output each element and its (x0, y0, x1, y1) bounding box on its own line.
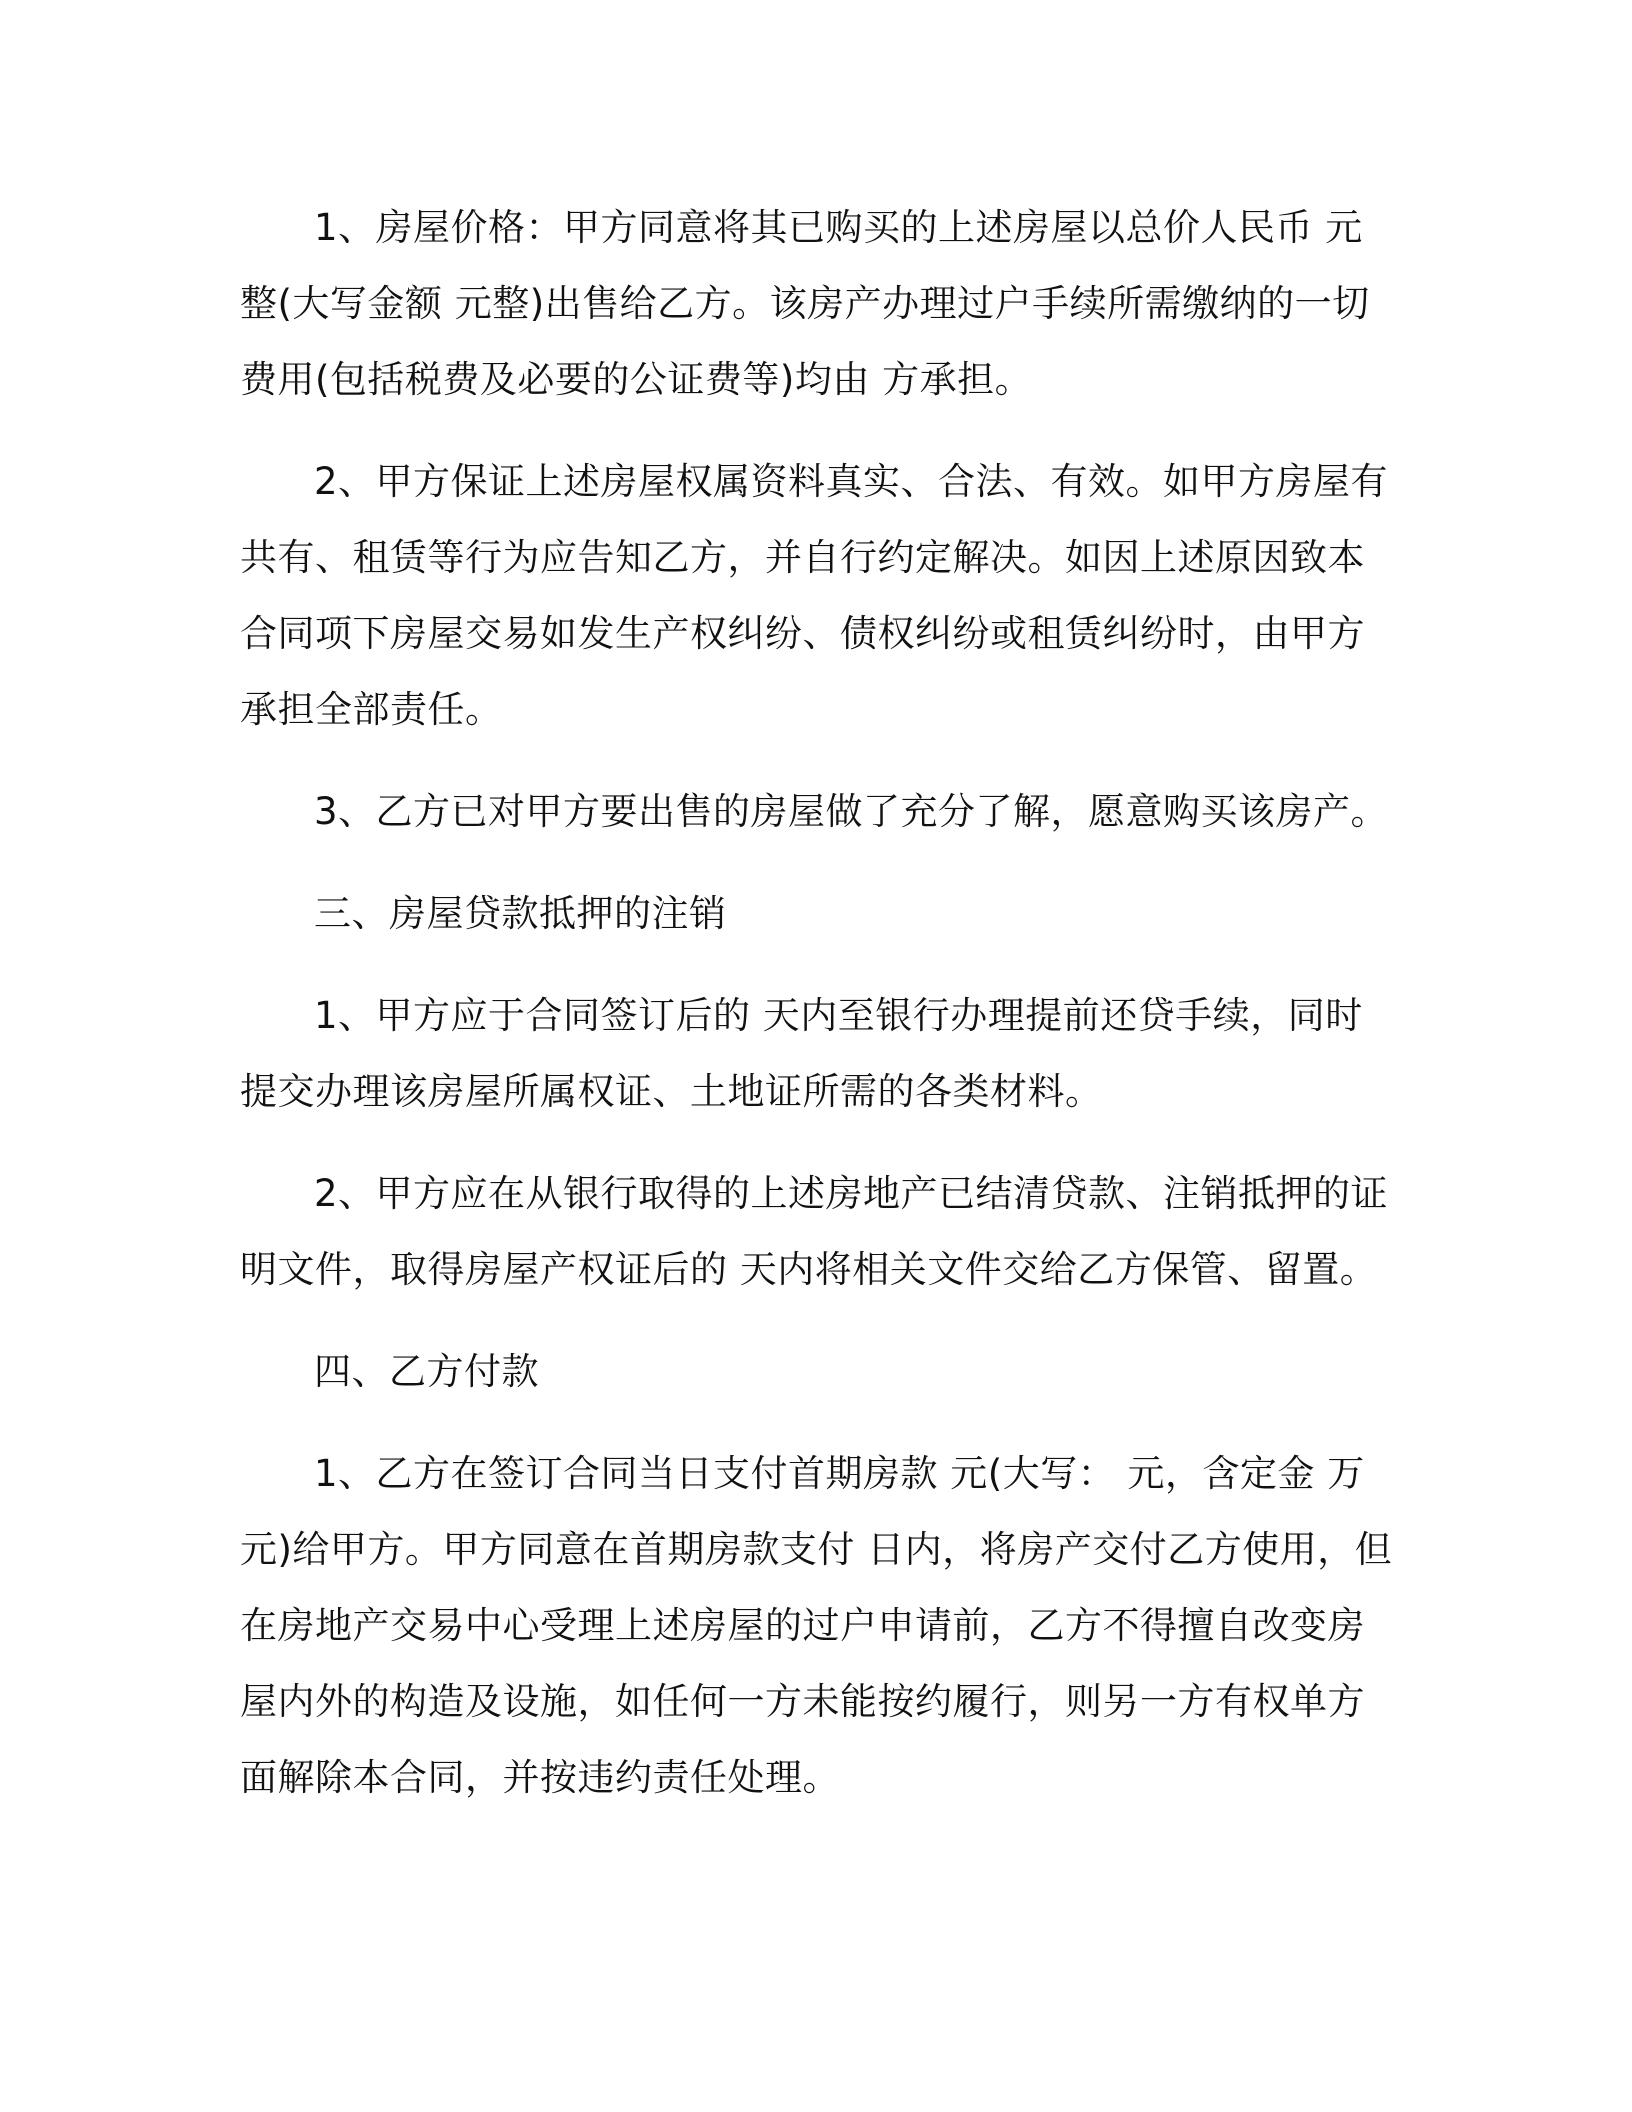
section-heading-mortgage-cancellation: 三、房屋贷款抵押的注销 (314, 892, 727, 935)
clause-first-payment: 1、乙方在签订合同当日支付首期房款 元(大写： 元，含定金 万元)给甲方。甲方同意在首期房款支付 日内，将房产交付乙方使用，但在房地产交易中心受理上述房屋的过户申请前，乙方不得擅自改变房屋内外的构造及设施，如任何一方未能按约履行，则另一方有权单方面解除本合同，并按违约责任处理。 (240, 1452, 1393, 1799)
clause-document-handover: 2、甲方应在从银行取得的上述房地产已结清贷款、注销抵押的证明文件，取得房屋产权证后的 天内将相关文件交给乙方保管、留置。 (240, 1172, 1389, 1291)
clause-ownership-guarantee: 2、甲方保证上述房屋权属资料真实、合法、有效。如甲方房屋有共有、租赁等行为应告知乙方，并自行约定解决。如因上述原因致本合同项下房屋交易如发生产权纠纷、债权纠纷或租赁纠纷时，由甲方承担全部责任。 (240, 460, 1389, 731)
document-body (240, 190, 1400, 1842)
clause-early-repayment: 1、甲方应于合同签订后的 天内至银行办理提前还贷手续，同时提交办理该房屋所属权证、土地证所需的各类材料。 (240, 994, 1363, 1113)
clause-house-price: 1、房屋价格：甲方同意将其已购买的上述房屋以总价人民币 元整(大写金额 元整)出售给乙方。该房产办理过户手续所需缴纳的一切费用(包括税费及必要的公证费等)均由 方承担。 (240, 206, 1370, 401)
section-heading-buyer-payment: 四、乙方付款 (314, 1350, 539, 1393)
clause-buyer-acknowledgement: 3、乙方已对甲方要出售的房屋做了充分了解，愿意购买该房产。 (314, 790, 1389, 833)
